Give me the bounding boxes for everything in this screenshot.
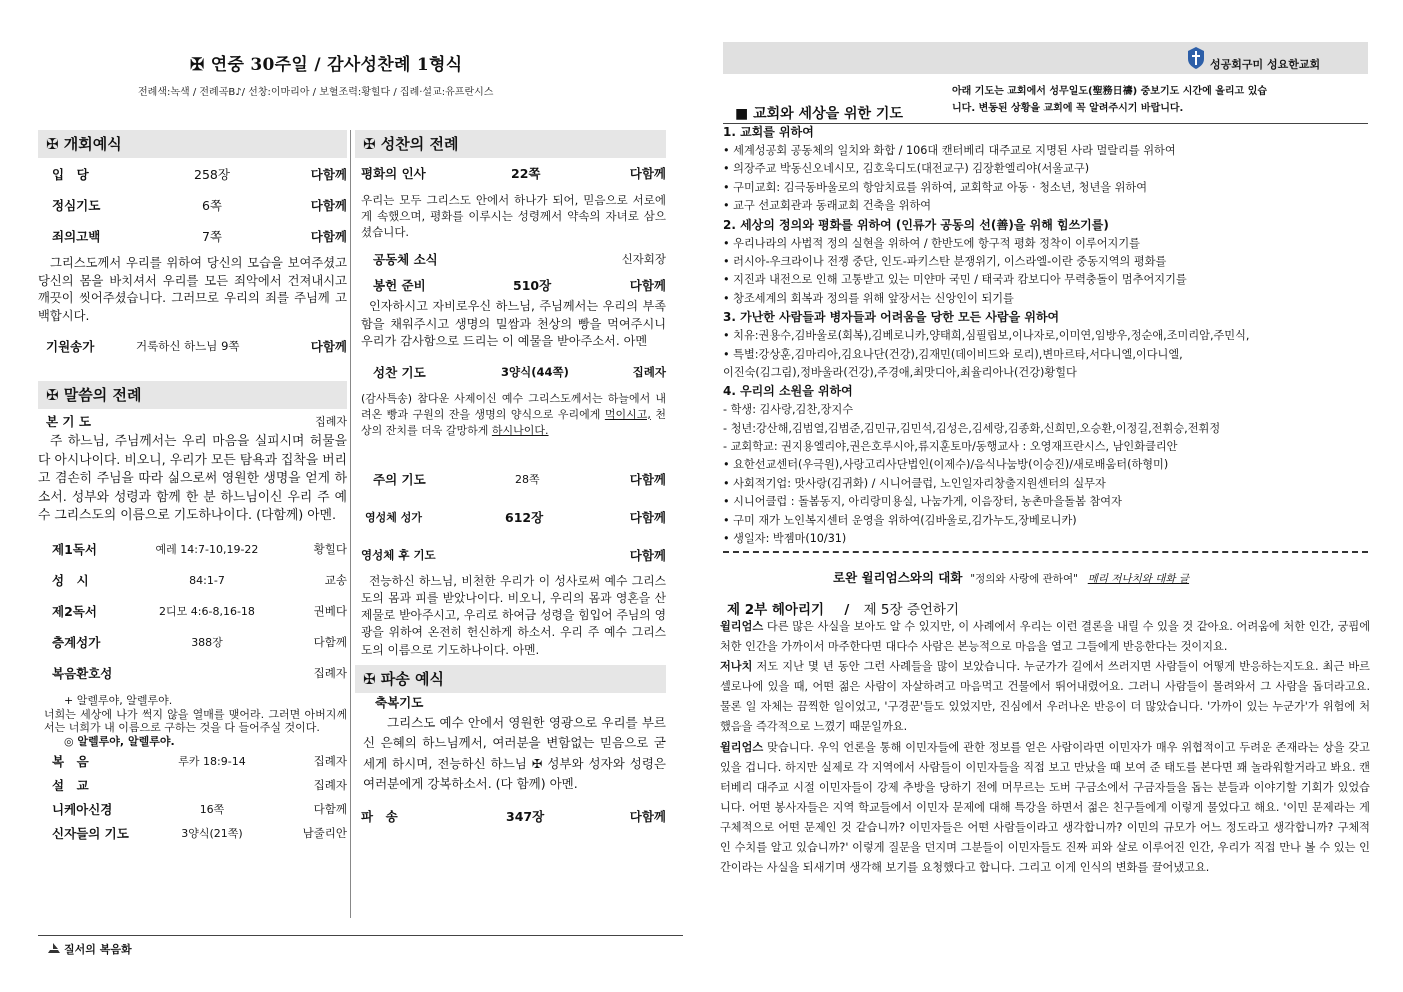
speaker-name: 저나치 bbox=[720, 660, 753, 674]
section-heading-word: ✠ 말씀의 전례 bbox=[38, 381, 347, 409]
alleluia-response: ◎ 알렐루야, 알렐루야. bbox=[64, 734, 175, 748]
item-name: 신자들의 기도 bbox=[52, 825, 129, 841]
item-who: 다함께 bbox=[310, 197, 347, 213]
item-who: 다함께 bbox=[313, 801, 347, 816]
item-ref: 84:1-7 bbox=[189, 573, 225, 587]
item-who: 집례자 bbox=[313, 666, 347, 681]
collect-text: 주 하느님, 주님께서는 우리 마음을 실피시며 허물을 다 아시나이다. 비오니, 우리가 모든 탐욕과 집착을 버리고 겸손히 주님을 따라 싦으로써 영원한 생명을 얻게 하소서. 성부와 성령과 함께 한 분 하느님이신 우리 주 예수 그리스도의 이름으로 기도하나이다. (다함께) 아멘. bbox=[38, 434, 347, 524]
dialog-text: 맞습니다. 우익 언론을 통해 이민자들에 관한 정보를 얻은 사람이라면 이민자가 매우 위협적이고 두려운 존재라는 상을 갖고 있을 겁니다. 하지만 실제로 각 지역에서 사람들이 이민자들을 직접 보고 만났을 때 보여 준 태도를 본다면 꽤 놀라워할거라고 봐요. 캔터베리 대주교 시절 이민자들이 강제 추방을 당하기 전에 머무르는 도버 구금소에서 구금자들을 돕는 분들과 이야기할 기회가 있었습니다. 어떤 봉사자들은 지역 학교들에서 이민자 문제에 대해 특강을 하면서 젊은 친구들에게 이렇게 물었다고 해요. '이민 문제라는 게 구체적으로 어떤 문제인 것 같습니까? 이민자들은 어떤 사람들이라고 생각합니까? 이민의 규모가 어느 정도라고 생각합니까? 구체적인 수치를 알고 있습니까?' 이렇게 질문을 던지며 그분들이 이민자들도 진짜 피와 살로 이루어진 인간, 우리가 직접 만나 볼 수 있는 인간이라는 사실을 되새기며 생각해 보기를 요청했다고 합니다. 그리고 이게 인식의 변화를 끌어냈고요. bbox=[720, 740, 1370, 875]
prayer-item: • 교구 선교회관과 동래교회 건축을 위하여 bbox=[723, 199, 932, 213]
dialog-title: 로완 윌리엄스와의 대화 bbox=[833, 570, 963, 585]
item-name: 공동체 소식 bbox=[373, 252, 438, 267]
dialog-text: 저도 지난 몇 년 동안 그런 사례들을 많이 보았습니다. 누군가가 길에서 쓰러지면 사람들이 어떻게 반응하는지도요. 최근 바르셀로나에 있을 때, 어떤 젊은 사람이 자살하려고 마음먹고 건물에서 뛰어내렸어요. 그러니 사람들이 몰려와서 그 사람을 돕더라고요. 물론 일 자체는 끔찍한 일이었고, '구경꾼'들도 있었지만, 진심에서 우러나온 반응이 더 많았습니다. '가까이 있는 누군가'가 위험에 처했음을 즉각적으로 느꼈기 때문일까요. bbox=[720, 660, 1370, 734]
notice-line: 니다. 변동된 상황을 교회에 꼭 알려주시기 바랍니다. bbox=[952, 103, 1184, 114]
dialog-subtitle: "정의와 사랑에 관하여" bbox=[970, 573, 1078, 585]
dialog-heading bbox=[833, 568, 1189, 586]
prayer-item: • 지진과 내전으로 인해 고통받고 있는 미얀마 국민 / 태국과 캄보디아 무력충돌이 멈추어지기를 bbox=[723, 273, 1187, 287]
item-ref: 3양식(21쪽) bbox=[181, 826, 243, 840]
order-row bbox=[355, 158, 666, 188]
order-row bbox=[38, 797, 347, 821]
absolution-text: 그리스도께서 우리를 위하여 당신의 모습을 보여주셨고 당신의 몸을 바치셔서 우리를 모든 죄악에서 건져내시고 깨끗이 씻어주셨습니다. 그러므로 우리의 죄를 주님께 고백합시다. bbox=[38, 256, 347, 323]
order-row bbox=[355, 461, 666, 497]
section-heading-eucharist: ✠ 성찬의 전례 bbox=[355, 130, 666, 158]
prayer-item: • 사회적기업: 맛사랑(김귀화) / 시니어클럽, 노인일자리창출지원센터의 실무자 bbox=[723, 476, 1106, 490]
prayer-item: • 생일자: 박젬마(10/31) bbox=[723, 532, 847, 546]
collect-label: 본 기 도 bbox=[46, 414, 91, 429]
sailboat-icon bbox=[46, 942, 62, 954]
order-row bbox=[38, 773, 347, 797]
item-who: 황힐다 bbox=[313, 542, 347, 557]
right-column bbox=[355, 130, 666, 920]
order-row bbox=[38, 189, 347, 220]
liturgy-subtitle: 전례색:녹색 / 전례곡B♪/ 선창:이마리아 / 보혈조력:황힐다 / 집례·설교:유프란시스 bbox=[138, 87, 494, 98]
item-name: 주의 기도 bbox=[373, 471, 426, 487]
dialog-paragraph bbox=[720, 617, 1370, 657]
item-name: 평화의 인사 bbox=[361, 166, 426, 181]
item-name: 성 시 bbox=[52, 573, 89, 589]
collect-row bbox=[38, 409, 347, 433]
order-row bbox=[355, 357, 666, 387]
invitation-part: 천상의 잔치를 더욱 갈망하게 bbox=[361, 407, 666, 437]
dialog-paragraph bbox=[720, 738, 1370, 879]
order-row bbox=[38, 749, 347, 773]
footer-text bbox=[46, 941, 132, 957]
liturgy-title: ✠ 연중 30주일 / 감사성찬례 1형식 bbox=[190, 55, 463, 75]
item-name: 기원송가 bbox=[46, 339, 95, 354]
column-divider bbox=[350, 130, 351, 918]
item-name: 설 교 bbox=[52, 777, 89, 793]
dialog-paragraph bbox=[720, 657, 1370, 737]
order-row bbox=[38, 220, 347, 251]
item-ref: 2디모 4:6-8,16-18 bbox=[159, 605, 255, 619]
prayer-item: - 교회학교: 권지용엘리야,권은호루시아,류지훈토마/동행교사 : 오영재프란시스, 남인화클리안 bbox=[723, 440, 1178, 454]
prayer-item: • 요한선교센터(우극원),사랑고리사단법인(이제수)/음식나눔방(이승진)/새로배움터(하형미) bbox=[723, 458, 1169, 472]
prayer-item: - 학생: 김사랑,김찬,장지수 bbox=[723, 403, 854, 417]
church-logo-icon bbox=[1186, 46, 1206, 70]
dialog-body bbox=[720, 617, 1370, 878]
section-heading-gathering: ✠ 개회예식 bbox=[38, 130, 347, 158]
alleluia-verse: 너희는 세상에 나가 썩지 않을 열매를 맺어라. 그러면 아버지께서는 너희가 내 이름으로 구하는 것을 다 들어주실 것이다. bbox=[44, 707, 347, 734]
prayer-item: • 의장주교 박동신오네시모, 김호욱디도(대전교구) 김장환엘리야(서울교구) bbox=[723, 162, 1090, 176]
item-who: 다함께 bbox=[310, 339, 347, 354]
prayer-item: • 시니어클럽 : 돌봄동지, 아리랑미용실, 나눔가게, 이음장터, 농촌마을돌봄 참여자 bbox=[723, 495, 1122, 509]
item-who: 신자회장 bbox=[621, 252, 666, 266]
prayer-item: • 특별:강상훈,김마리아,김요나단(건강),김재민(데이비드와 로리),변마르타,서다니엘,이다니엘, bbox=[723, 347, 1183, 361]
order-row bbox=[38, 565, 347, 596]
item-name: 제2독서 bbox=[52, 604, 97, 620]
left-column bbox=[38, 130, 347, 920]
prayer-item: • 구미 재가 노인복지센터 운영을 위하여(김바울로,김가누도,장베로니카) bbox=[723, 513, 1077, 527]
item-who: 집례자 bbox=[632, 364, 666, 379]
prayer-item: 이진숙(김그림),정바울라(건강),주경애,최맛디아,최율리아나(건강)황힐다 bbox=[723, 365, 1077, 379]
prayer-item: • 러시아-우크라이나 전쟁 중단, 인도-파키스탄 분쟁위기, 이스라엘-이란 중동지역의 평화를 bbox=[723, 254, 1167, 268]
post-communion-text: 전능하신 하느님, 비천한 우리가 이 성사로써 예수 그리스도의 몸과 피를 받았나이다. 비오니, 우리의 몸과 영혼을 산 제물로 받아주시고, 우리로 하여금 성령을 힘입어 주님의 영광을 위하여 온전히 헌신하게 하소서. 우리 주 예수 그리스도의 이름으로 기도하나이다. 아멘. bbox=[361, 573, 666, 657]
part-title bbox=[727, 598, 959, 618]
footer-label: 질서의 복음화 bbox=[64, 943, 132, 956]
blessing-text: 그리스도 예수 안에서 영원한 영광으로 우리를 부르신 은혜의 하느님께서, 여러분을 변함없는 믿음으로 굳세게 하시며, 전능하신 하느님 ✠ 성부와 성자와 성령은 여러분에게 강복하소서. (다 함께) 아멘. bbox=[363, 714, 666, 792]
order-row bbox=[38, 331, 347, 361]
item-who: 다함께 bbox=[629, 278, 666, 293]
item-name: 니케아신경 bbox=[52, 801, 113, 817]
item-name: 봉헌 준비 bbox=[373, 278, 426, 293]
part-subtitle: 제 5장 증언하기 bbox=[863, 602, 959, 618]
dialog-source: 메리 저나치와 대화 글 bbox=[1087, 573, 1190, 585]
dialog-text: 다른 많은 사실을 보아도 알 수 있지만, 이 사례에서 우리는 이런 결론을 내릴 수 있을 것 같아요. 어려움에 처한 인간, 궁핍에 처한 인간을 가까이서 마주한다면 대다수 사람은 본능적으로 마음을 열고 그들에게 반응한다는 것이지요. bbox=[720, 620, 1370, 654]
item-who: 다함께 bbox=[310, 228, 347, 244]
item-name: 성찬 기도 bbox=[373, 364, 426, 380]
item-ref: 22쪽 bbox=[511, 166, 541, 181]
item-name: 파 송 bbox=[361, 808, 398, 824]
item-who: 집례자 bbox=[313, 777, 347, 792]
prayer-section-title: ■ 교회와 세상을 위한 기도 bbox=[735, 106, 903, 122]
item-ref: 루카 18:9-14 bbox=[178, 754, 246, 768]
item-who: 남줄리안 bbox=[302, 825, 347, 840]
invitation-part: (감사특송) 참다운 사제이신 예수 그리스도께서는 하늘에서 내려온 빵과 구원의 잔을 생명의 양식으로 우리에게 bbox=[361, 391, 666, 421]
speaker-name: 윌리엄스 bbox=[720, 620, 764, 633]
collect-who: 집례자 bbox=[315, 415, 347, 428]
prayer-item: • 세계성공회 공동체의 일치와 화합 / 106대 캔터베리 대주교로 지명된 사라 멀랄리를 위하여 bbox=[723, 144, 1176, 157]
item-name: 층계성가 bbox=[52, 635, 101, 651]
item-who: 다함께 bbox=[313, 635, 347, 650]
item-who: 권베다 bbox=[313, 604, 347, 619]
order-row bbox=[355, 537, 666, 573]
order-row bbox=[38, 627, 347, 658]
item-name: 복음환호성 bbox=[52, 666, 113, 682]
church-name: 성공회구미 성요한교회 bbox=[1210, 58, 1321, 71]
gathering-items bbox=[38, 158, 347, 251]
item-who: 교송 bbox=[324, 573, 347, 588]
word-rest-items bbox=[38, 749, 347, 845]
item-ref: 28쪽 bbox=[515, 472, 540, 486]
prayer-item: • 창조세계의 회복과 정의를 위해 앞장서는 신앙인이 되기를 bbox=[723, 291, 1014, 305]
prayer-item: • 우리나라의 사법적 정의 실현을 위하여 / 한반도에 항구적 평화 정착이 이루어지기를 bbox=[723, 236, 1140, 250]
prayer-item: - 청년:강산해,김범열,김범준,김민규,김민석,김성은,김세랑,김종화,신희민,오승환,이정길,전휘승,전휘정 bbox=[723, 421, 1221, 435]
prayer-heading: 1. 교회를 위하여 bbox=[723, 125, 814, 139]
item-who: 다함께 bbox=[629, 547, 666, 563]
item-name: 죄의고백 bbox=[52, 228, 101, 244]
item-ref: 16쪽 bbox=[199, 802, 225, 816]
item-ref: 3양식(44쪽) bbox=[501, 364, 569, 379]
item-ref: 6쪽 bbox=[201, 197, 223, 213]
item-name: 제1독서 bbox=[52, 542, 97, 558]
item-ref: 612장 bbox=[505, 509, 544, 525]
order-row bbox=[38, 158, 347, 189]
item-ref: 258장 bbox=[194, 166, 230, 182]
order-row bbox=[38, 534, 347, 565]
item-ref: 예레 14:7-10,19-22 bbox=[155, 543, 259, 557]
order-row bbox=[38, 658, 347, 689]
part-label: 제 2부 헤아리기 bbox=[727, 602, 825, 618]
order-row bbox=[355, 246, 666, 272]
invitation-underlined: 먹이시고, bbox=[604, 407, 651, 421]
order-row bbox=[355, 272, 666, 298]
item-name: 복 음 bbox=[52, 753, 89, 769]
blessing-label: 축복기도 bbox=[375, 694, 424, 710]
item-who: 다함께 bbox=[310, 166, 347, 182]
item-name: 정심기도 bbox=[52, 197, 101, 213]
dashed-separator bbox=[723, 551, 1368, 553]
alleluia-line: + 알렐루야, 알렐루야. bbox=[64, 693, 173, 707]
item-ref: 7쪽 bbox=[201, 228, 223, 244]
prayer-item: • 치유:권용수,김바울로(회복),김베로니카,양태희,심필립보,이나자로,이미연,임방우,정순애,조미리암,주민식, bbox=[723, 329, 1250, 343]
item-who: 집례자 bbox=[313, 753, 347, 768]
prayer-notice bbox=[952, 83, 1352, 117]
order-row bbox=[355, 801, 666, 831]
order-row bbox=[355, 497, 666, 537]
prayer-heading: 4. 우리의 소원을 위하여 bbox=[723, 384, 853, 399]
item-who: 다함께 bbox=[629, 166, 666, 181]
item-name: 영성체 성가 bbox=[365, 510, 422, 524]
item-ref: 거룩하신 하느님 9쪽 bbox=[136, 339, 240, 353]
order-row bbox=[38, 596, 347, 627]
order-row bbox=[38, 821, 347, 845]
prayer-list bbox=[723, 123, 1368, 548]
peace-text: 우리는 모두 그리스도 안에서 하나가 되어, 믿음으로 서로에게 속했으며, 평화를 이루시는 성령께서 약속의 자녀로 삼으셨습니다. bbox=[361, 193, 666, 239]
prayer-heading: 2. 세상의 정의와 평화를 위하여 (인류가 공동의 선(善)을 위해 힘쓰기를) bbox=[723, 217, 1109, 232]
item-ref: 510장 bbox=[513, 278, 552, 293]
notice-line: 아래 기도는 교회에서 성무일도(聖務日禱) 중보기도 시간에 올리고 있습 bbox=[952, 86, 1268, 97]
item-name: 입 당 bbox=[52, 166, 89, 182]
item-who: 다함께 bbox=[629, 509, 666, 525]
invitation-text bbox=[355, 391, 666, 439]
prayer-item: • 구미교회: 김극동바울로의 항암치료를 위하여, 교회학교 아동 · 청소년, 청년을 위하여 bbox=[723, 180, 1148, 194]
reading-items bbox=[38, 534, 347, 689]
speaker-name: 윌리엄스 bbox=[720, 740, 764, 754]
item-ref: 388장 bbox=[191, 636, 223, 650]
section-heading-dismissal: ✠ 파송 예식 bbox=[355, 665, 666, 693]
prayer-heading: 3. 가난한 사람들과 병자들과 어려움을 당한 모든 사람을 위하여 bbox=[723, 310, 1060, 325]
item-who: 다함께 bbox=[629, 808, 666, 824]
footer-rule bbox=[38, 935, 683, 936]
part-slash: / bbox=[844, 602, 850, 618]
item-name: 영성체 후 기도 bbox=[361, 547, 436, 562]
item-ref: 347장 bbox=[506, 808, 545, 824]
offertory-text: 인자하시고 자비로우신 하느님, 주님께서는 우리의 부족함을 채워주시고 생명의 밀쌈과 천상의 빵을 먹여주시니 우리가 감사함으로 드리는 이 예물을 받아주소서. 아멘 bbox=[361, 299, 666, 348]
invitation-underlined: 하시나이다. bbox=[491, 423, 549, 437]
item-who: 다함께 bbox=[629, 471, 666, 487]
